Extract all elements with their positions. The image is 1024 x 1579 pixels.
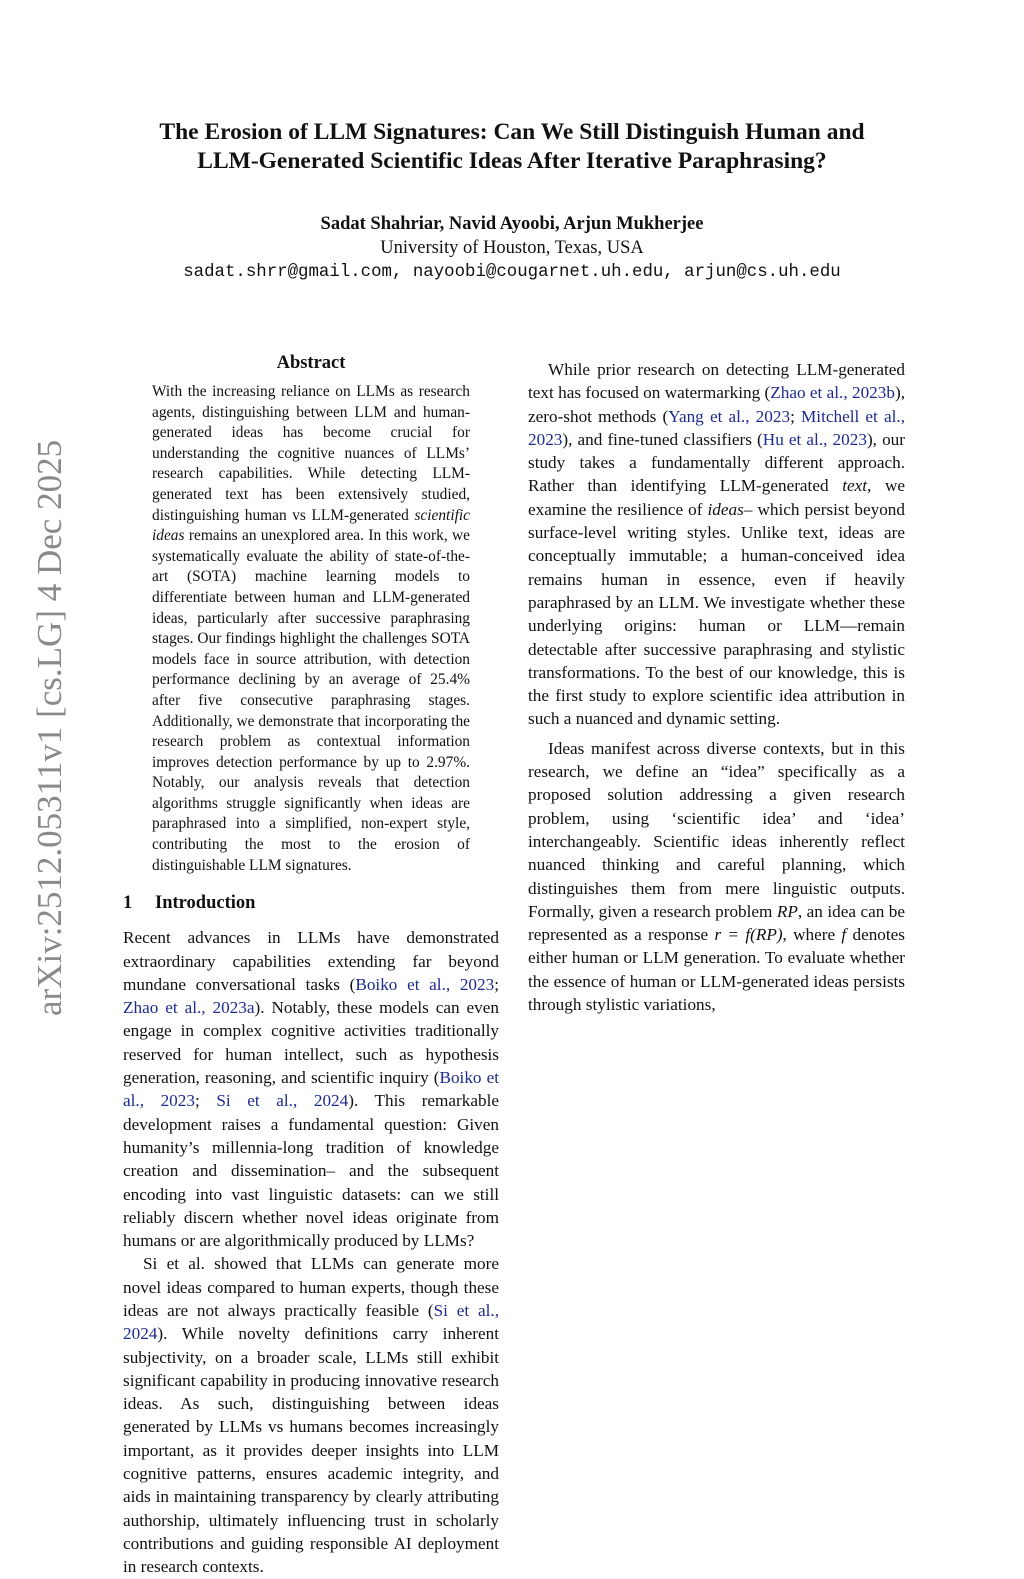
abstract-text-part: With the increasing reliance on LLMs as research agents, distinguishing between LLM and human-generated ideas has become crucial for understanding the cognitive nuances of LLMs’ research capabilities. While detecting LLM-generated text has been extensively studied, distinguishing human vs LLM-generated xyxy=(152,383,470,524)
body-text: ; xyxy=(194,1091,217,1111)
section-title: Introduction xyxy=(155,893,256,914)
math-symbol: f xyxy=(841,925,847,945)
paper-title xyxy=(100,118,924,176)
body-text: , an idea can be represented as a response xyxy=(528,901,905,945)
citation-link[interactable]: Hu et al., 2023 xyxy=(762,429,867,449)
intro-paragraph-1 xyxy=(123,926,499,1252)
body-text: Ideas manifest across diverse contexts, but in this research, we define an “idea” specifically as a proposed solution addressing a given research problem, using ‘scientific idea’ and ‘idea’ interchangeably. Scientific ideas inherently reflect nuanced thinking and careful planning, which distinguishes them from mere linguistic outputs. Formally, given a research problem xyxy=(528,738,905,921)
body-text: Recent advances in LLMs have demonstrated extraordinary capabilities extending far beyond mundane conversational tasks ( xyxy=(123,928,499,994)
body-text: ). While novelty definitions carry inherent subjectivity, on a broader scale, LLMs still exhibit significant capability in producing innovative research ideas. As such, distinguishing between ideas generated by LLMs vs humans becomes increasingly important, as it provides deeper insights into LLM cognitive patterns, ensures academic integrity, and aids in maintaining transparency by clearly attributing authorship, ultimately influencing trust in scholarly contributions and guiding responsible AI deployment in research contexts. xyxy=(123,1324,499,1577)
body-text: ). Notably, these models can even engage in complex cognitive activities traditionally reserved for human intellect, such as hypothesis generation, reasoning, and scientific inquiry ( xyxy=(123,998,499,1088)
body-text: , we examine the resilience of xyxy=(528,476,905,519)
right-column xyxy=(528,352,905,1016)
citation-link[interactable]: Boiko et al., 2023 xyxy=(123,1068,499,1111)
body-text: While prior research on detecting LLM-generated text has focused on watermarking ( xyxy=(528,360,905,403)
left-column xyxy=(123,350,499,1579)
math-expression: r = f(RP) xyxy=(714,925,783,945)
citation-link[interactable]: Mitchell et al., 2023 xyxy=(528,406,905,449)
citation-link[interactable]: Si et al., 2024 xyxy=(123,1301,499,1344)
body-text: ; xyxy=(494,974,499,994)
citation-link[interactable]: Zhao et al., 2023b xyxy=(770,383,895,403)
abstract-text xyxy=(152,382,470,876)
emphasis-text: text xyxy=(842,476,868,496)
body-text: , where xyxy=(782,925,842,945)
section-number: 1 xyxy=(123,893,133,914)
author-list: Sadat Shahriar, Navid Ayoobi, Arjun Mukherjee xyxy=(320,214,704,234)
citation-link[interactable]: Zhao et al., 2023a xyxy=(123,998,255,1018)
section-heading-introduction xyxy=(123,890,499,916)
title-line-1: The Erosion of LLM Signatures: Can We Still Distinguish Human and xyxy=(159,119,865,145)
affiliation: University of Houston, Texas, USA xyxy=(380,238,644,258)
body-text: – which persist beyond surface-level writing styles. Unlike text, ideas are conceptually immutable; a human-conceived idea remains human in essence, even if heavily paraphrased by an LLM. We investigate whether these underlying origins: human or LLM—remain detectable after successive paraphrasing and stylistic transformations. To the best of our knowledge, this is the first study to explore scientific idea attribution in such a nuanced and dynamic setting. xyxy=(528,499,905,729)
citation-link[interactable]: Boiko et al., 2023 xyxy=(355,974,495,994)
intro-paragraph-4 xyxy=(528,737,905,1017)
body-text: ), zero-shot methods ( xyxy=(528,383,905,426)
intro-paragraph-3 xyxy=(528,358,905,731)
math-symbol: RP xyxy=(776,901,798,921)
title-line-2: LLM-Generated Scientific Ideas After Iterative Paraphrasing? xyxy=(197,148,827,174)
body-text: ; xyxy=(790,406,802,426)
body-text: ), and fine-tuned classifiers ( xyxy=(562,429,763,449)
author-emails: sadat.shrr@gmail.com, nayoobi@cougarnet.uh.edu, arjun@cs.uh.edu xyxy=(183,263,841,282)
citation-link[interactable]: Si et al., 2024 xyxy=(216,1091,349,1111)
abstract-text-part: remains an unexplored area. In this work, we systematically evaluate the ability of state-of-the-art (SOTA) machine learning models to differentiate between human and LLM-generated ideas, particularly after successive paraphrasing stages. Our findings highlight the challenges SOTA models face in source attribution, with detection performance declining by an average of 25.4% after five consecutive paraphrasing stages. Additionally, we demonstrate that incorporating the research problem as contextual information improves detection performance by up to 2.97%. Notably, our analysis reveals that detection algorithms struggle significantly when ideas are paraphrased into a simplified, non-expert style, contributing the most to the erosion of distinguishable LLM signatures. xyxy=(152,527,470,874)
body-text: Si et al. showed that LLMs can generate more novel ideas compared to human experts, though these ideas are not always practically feasible ( xyxy=(123,1254,499,1320)
body-text: ), our study takes a fundamentally different approach. Rather than identifying LLM-generated xyxy=(528,429,905,496)
body-text: ). This remarkable development raises a fundamental question: Given humanity’s millennia-long tradition of knowledge creation and dissemination– and the subsequent encoding into vast linguistic datasets: can we still reliably discern whether novel ideas originate from humans or are algorithmically produced by LLMs? xyxy=(123,1091,499,1251)
abstract-heading: Abstract xyxy=(276,353,346,373)
intro-paragraph-2 xyxy=(123,1252,499,1578)
emphasis-text: ideas xyxy=(707,499,744,519)
abstract-emphasis: scientific ideas xyxy=(152,506,470,545)
arxiv-identifier: arXiv:2512.05311v1 [cs.LG] 4 Dec 2025 xyxy=(30,439,69,1016)
body-text: denotes either human or LLM generation. To evaluate whether the essence of human or LLM-generated ideas persists through stylistic variations, xyxy=(528,925,905,1015)
citation-link[interactable]: Yang et al., 2023 xyxy=(668,406,791,426)
